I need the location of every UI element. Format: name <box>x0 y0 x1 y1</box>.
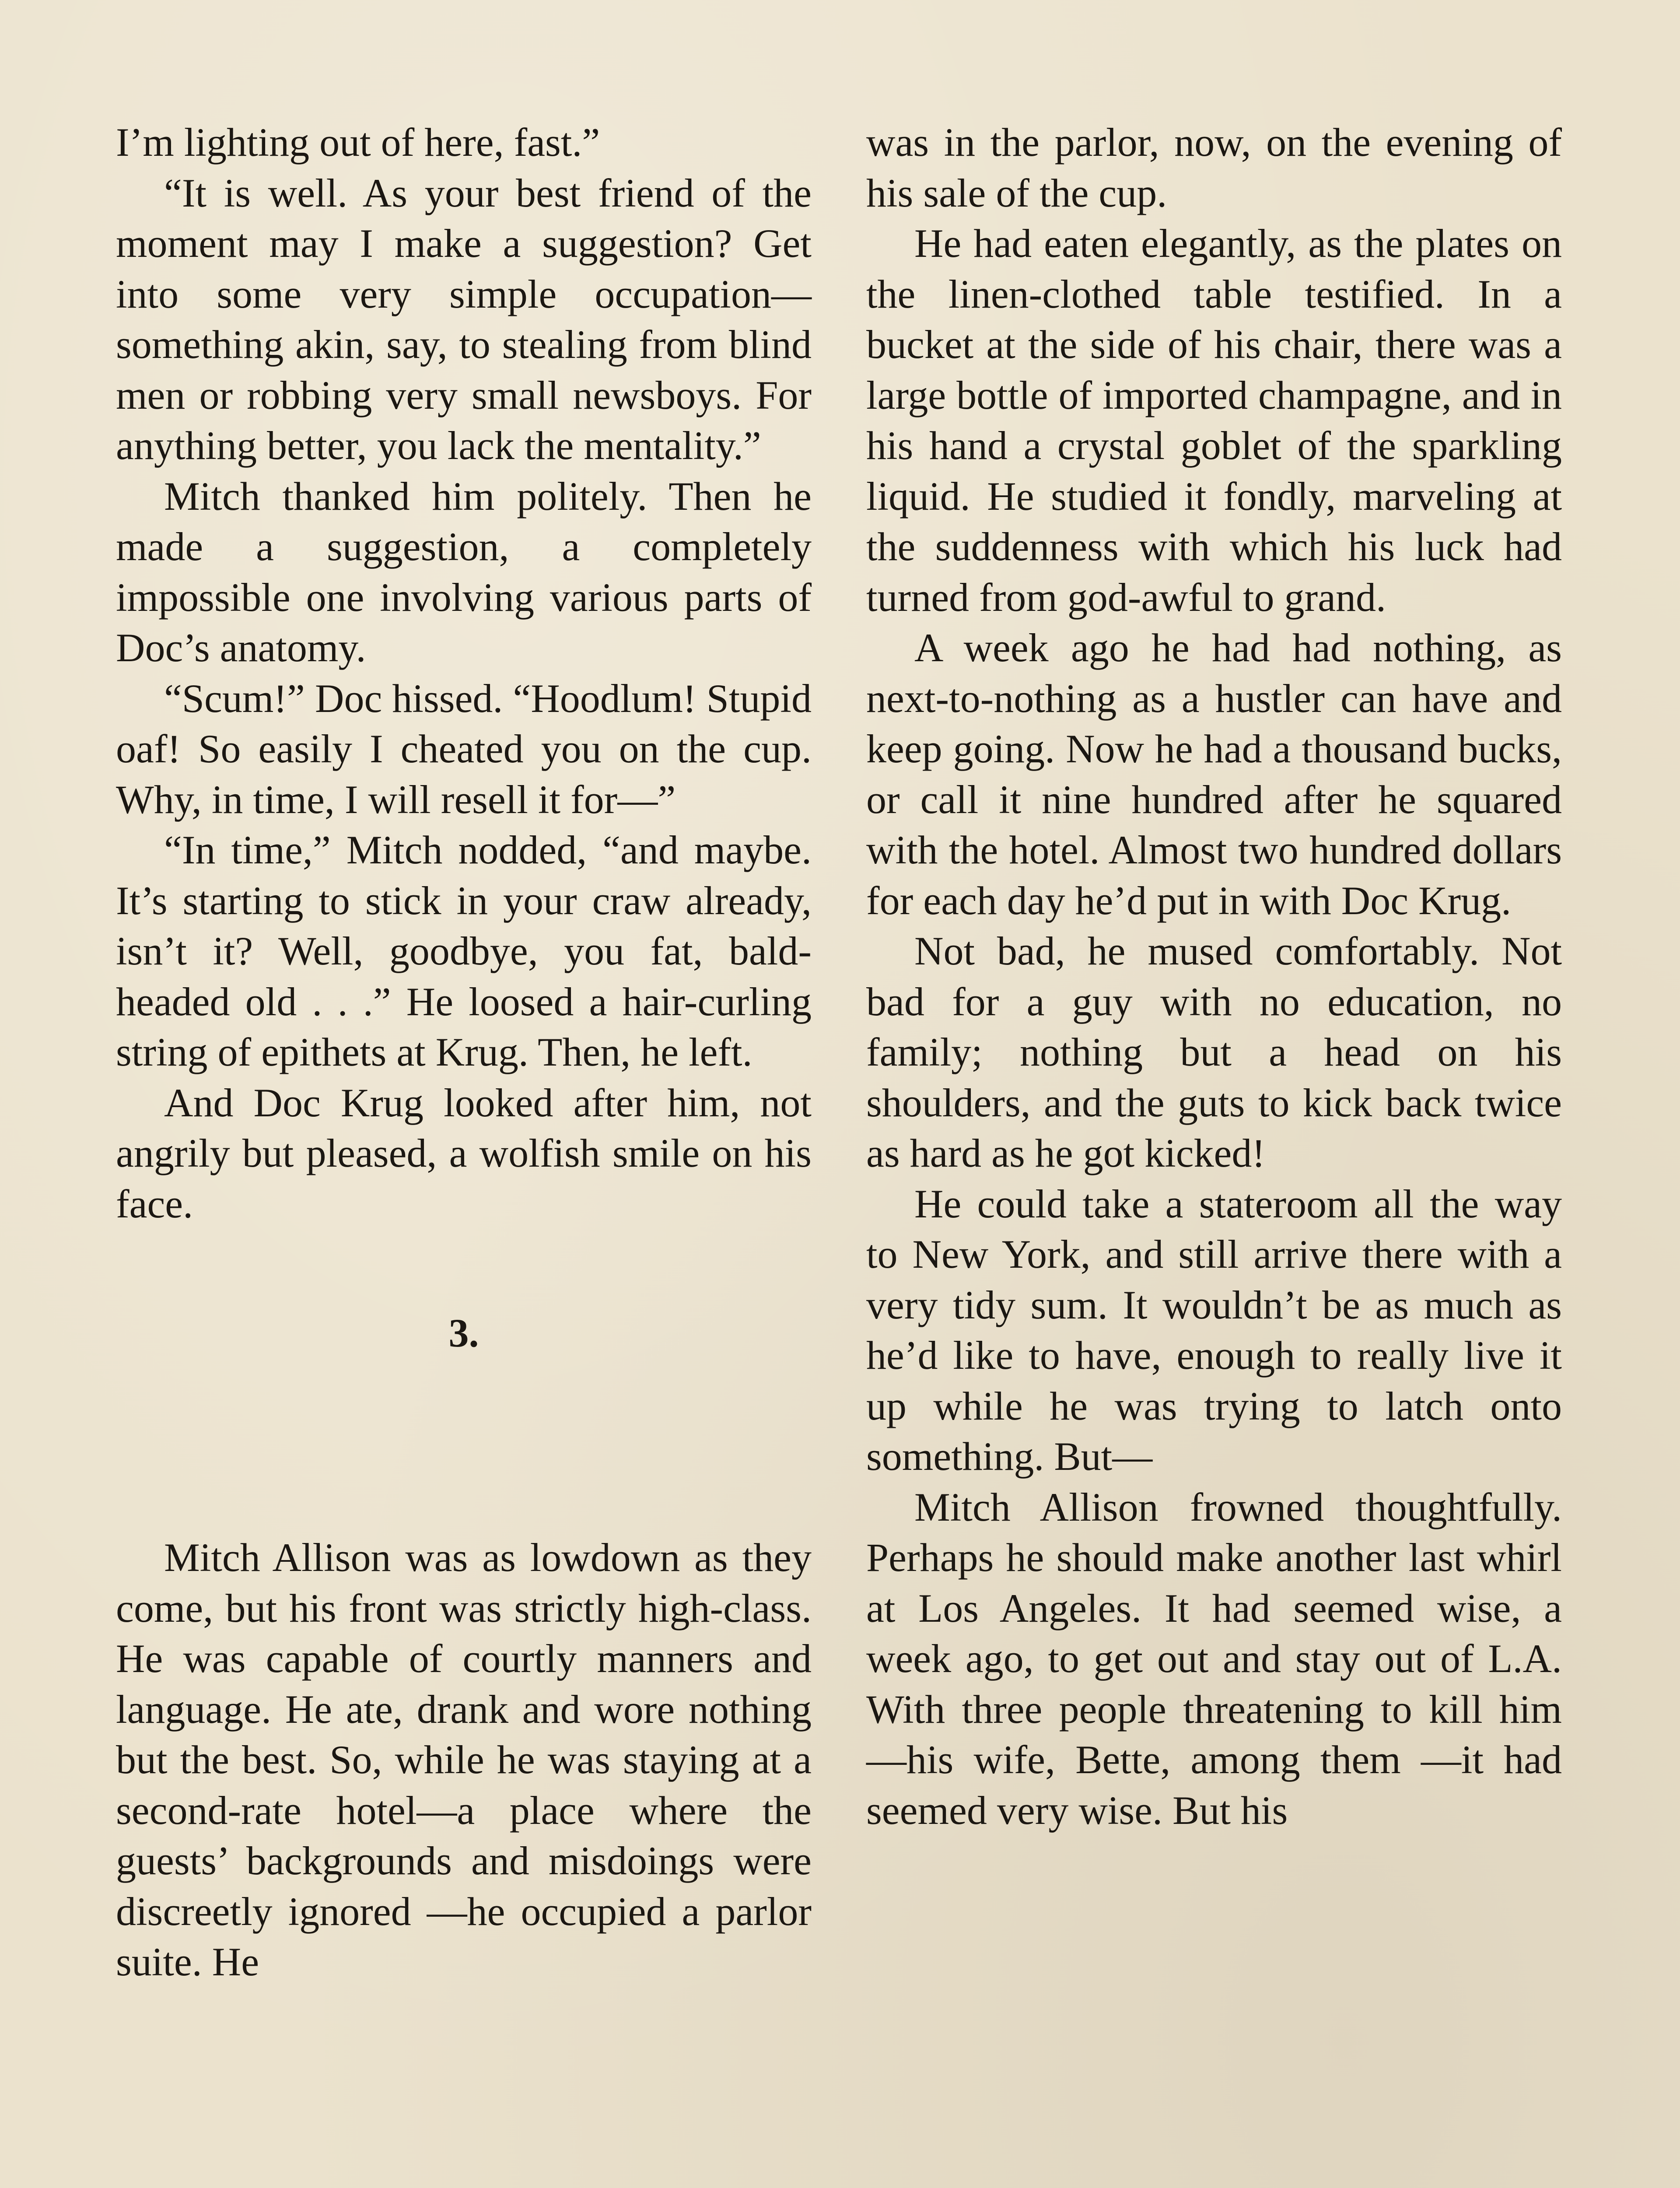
paragraph: Mitch thanked him politely. Then he made a suggestion, a completely impossible one involving various parts of Doc’s anatomy. <box>116 473 812 670</box>
right-column <box>866 117 1562 1836</box>
left-column <box>116 117 812 1988</box>
section-break <box>116 1229 812 1532</box>
paragraph: “Scum!” Doc hissed. “Hoodlum! Stupid oaf! So easily I cheated you on the cup. Why, in time, I will resell it for—” <box>116 676 812 822</box>
paragraph: I’m lighting out of here, fast.” <box>116 120 600 165</box>
paragraph: was in the parlor, now, on the evening of his sale of the cup. <box>866 120 1562 215</box>
paragraph: Mitch Allison was as lowdown as they come, but his front was strictly high-class. He was capable of courtly manners and language. He ate, drank and wore nothing but the best. So, while he was staying at a second-rate hotel—a place where the guests’ backgrounds and misdoings were discreetly ignored —he occupied a parlor suite. He <box>116 1535 812 1984</box>
paragraph: “In time,” Mitch nodded, “and maybe. It’s starting to stick in your craw already, isn’t it? Well, goodbye, you fat, bald-headed old . . .” He loosed a hair-curling string of epithets at Krug. Then, he left. <box>116 828 812 1074</box>
paragraph: “It is well. As your best friend of the moment may I make a suggestion? Get into some very simple occupation—something akin, say, to stealing from blind men or robbing very small newsboys. For anything better, you lack the mentality.” <box>116 170 812 468</box>
paragraph: Not bad, he mused comfortably. Not bad for a guy with no education, no family; nothing but a head on his shoulders, and the guts to kick back twice as hard as he got kicked! <box>866 929 1562 1175</box>
paragraph: He had eaten elegantly, as the plates on the linen-clothed table testified. In a bucket at the side of his chair, there was a large bottle of imported champagne, and in his hand a crystal goblet of the sparkling liquid. He studied it fondly, marveling at the suddenness with which his luck had turned from god-awful to grand. <box>866 221 1562 620</box>
paragraph: He could take a stateroom all the way to New York, and still arrive there with a very tidy sum. It wouldn’t be as much as he’d like to have, enough to really live it up while he was trying to latch onto something. But— <box>866 1181 1562 1479</box>
section-number: 3. <box>448 1311 479 1355</box>
paragraph: And Doc Krug looked after him, not angrily but pleased, a wolfish smile on his face. <box>116 1080 812 1226</box>
paragraph: A week ago he had had nothing, as next-to-nothing as a hustler can have and keep going. Now he had a thousand bucks, or call it nine hundred after he squared with the hotel. Almost two hundred dollars for each day he’d put in with Doc Krug. <box>866 625 1562 923</box>
paragraph: Mitch Allison frowned thoughtfully. Perhaps he should make another last whirl at Los Angeles. It had seemed wise, a week ago, to get out and stay out of L.A. With three people threatening to kill him—his wife, Bette, among them —it had seemed very wise. But his <box>866 1484 1562 1833</box>
